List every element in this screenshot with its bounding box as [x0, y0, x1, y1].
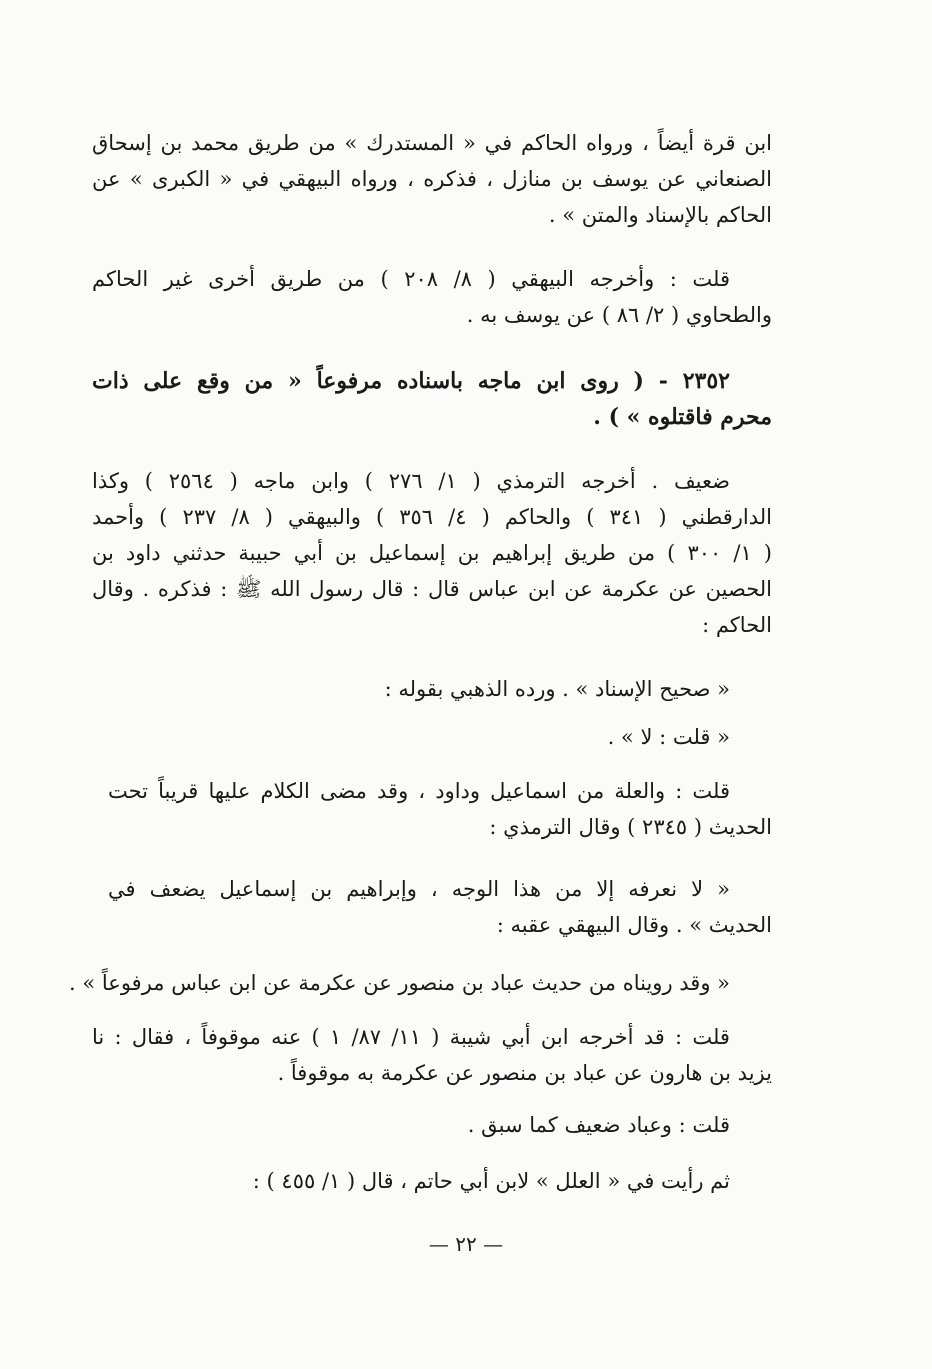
quote-line: « قلت : لا » . [607, 725, 730, 749]
text-line: الدارقطني ( ٣٤١ ) والحاكم ( ٤/ ٣٥٦ ) والبيهقي ( ٨/ ٢٣٧ ) وأحمد [92, 505, 772, 529]
text-line: قلت : وأخرجه البيهقي ( ٨/ ٢٠٨ ) من طريق أخرى غير الحاكم [92, 267, 730, 291]
text-line: قلت : قد أخرجه ابن أبي شيبة ( ١١/ ٨٧/ ١ ) عنه موقوفاً ، فقال : نا [92, 1025, 730, 1049]
text-line: الحديث ( ٢٣٤٥ ) وقال الترمذي : [489, 815, 772, 839]
text-line: الصنعاني عن يوسف بن منازل ، فذكره ، ورواه البيهقي في « الكبرى » عن [92, 167, 772, 191]
hadith-heading-line: ٢٣٥٢ - ( روى ابن ماجه باسناده مرفوعاً « من وقع على ذات [92, 368, 730, 394]
text-line: الحاكم بالإسناد والمتن » . [548, 203, 772, 227]
text-line: الحصين عن عكرمة عن ابن عباس قال : قال رسول الله ﷺ : فذكره . وقال [92, 577, 772, 601]
text-line: ابن قرة أيضاً ، ورواه الحاكم في « المستدرك » من طريق محمد بن إسحاق [92, 131, 772, 155]
quote-line: « صحيح الإسناد » . ورده الذهبي بقوله : [384, 677, 730, 701]
text-line: ضعيف . أخرجه الترمذي ( ١/ ٢٧٦ ) وابن ماجه ( ٢٥٦٤ ) وكذا [92, 469, 730, 493]
page-number: — ٢٢ — [428, 1232, 504, 1256]
hadith-heading-line: محرم فاقتلوه » ) . [593, 404, 772, 430]
quote-line: « لا نعرفه إلا من هذا الوجه ، وإبراهيم بن إسماعيل يضعف في [108, 877, 730, 901]
text-line: ( ١/ ٣٠٠ ) من طريق إبراهيم بن إسماعيل بن أبي حبيبة حدثني داود بن [92, 541, 772, 565]
quote-line: « وقد رويناه من حديث عباد بن منصور عن عكرمة عن ابن عباس مرفوعاً » . [69, 971, 730, 995]
text-line: قلت : وعباد ضعيف كما سبق . [467, 1113, 730, 1137]
text-line: يزيد بن هارون عن عباد بن منصور عن عكرمة به موقوفاً . [277, 1061, 772, 1085]
quote-line: الحديث » . وقال البيهقي عقبه : [496, 913, 772, 937]
text-line: والطحاوي ( ٢/ ٨٦ ) عن يوسف به . [466, 303, 772, 327]
text-line: قلت : والعلة من اسماعيل وداود ، وقد مضى الكلام عليها قريباً تحت [108, 779, 730, 803]
text-line: الحاكم : [702, 613, 772, 637]
text-line: ثم رأيت في « العلل » لابن أبي حاتم ، قال ( ١/ ٤٥٥ ) : [252, 1169, 730, 1193]
